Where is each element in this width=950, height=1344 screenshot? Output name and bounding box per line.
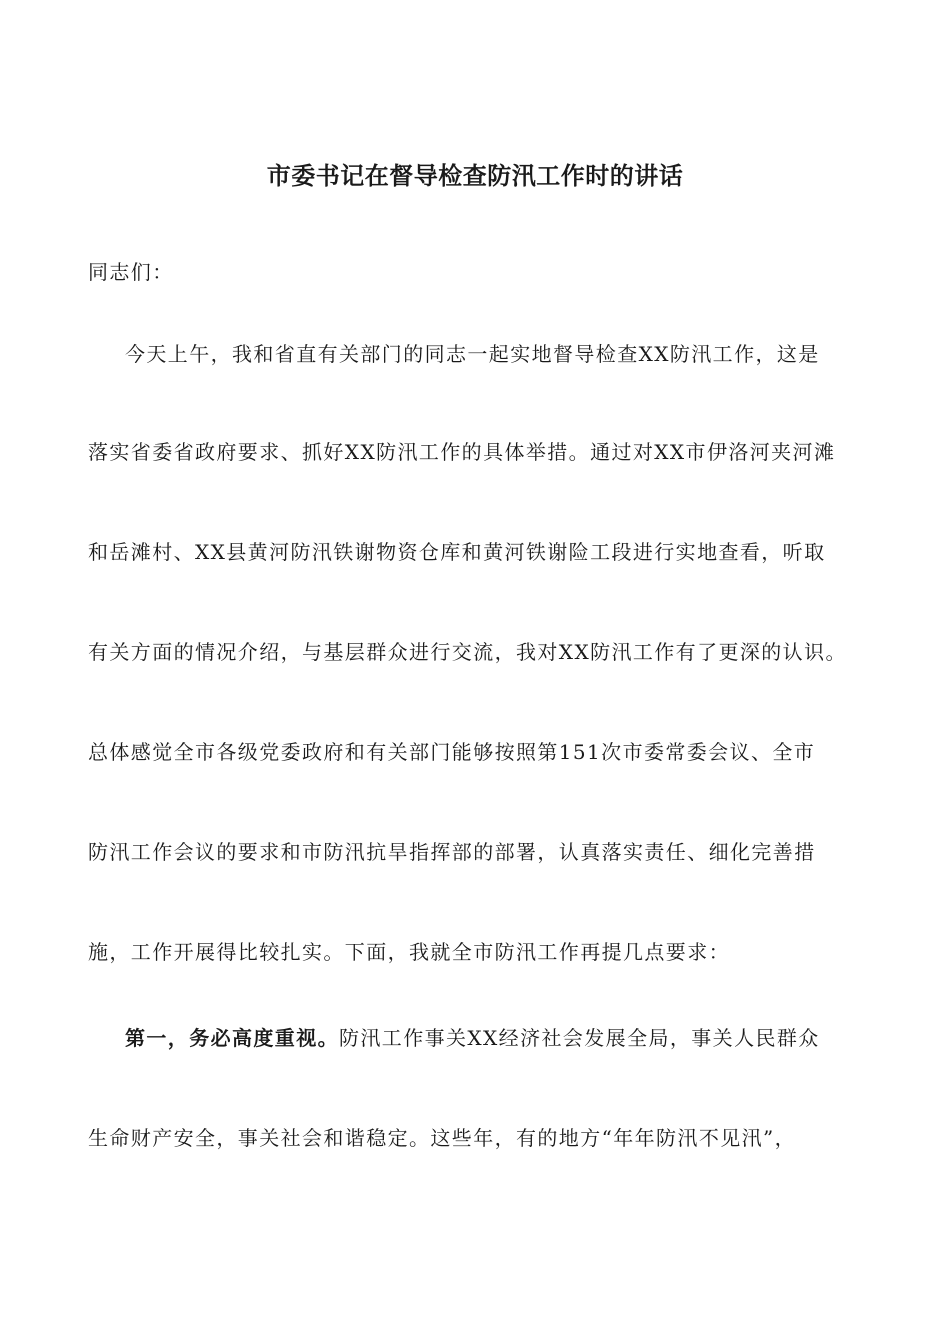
paragraph1-line-3: 和岳滩村、XX县黄河防汛铁谢物资仓库和黄河铁谢险工段进行实地查看，听取	[88, 540, 826, 564]
paragraph1-line-6: 防汛工作会议的要求和市防汛抗旱指挥部的部署，认真落实责任、细化完善措	[88, 840, 816, 864]
paragraph1-line-5: 总体感觉全市各级党委政府和有关部门能够按照第151次市委常委会议、全市	[88, 740, 816, 764]
paragraph2-line-1-text: 防汛工作事关XX经济社会发展全局，事关人民群众	[339, 1026, 820, 1050]
paragraph1-line-2: 落实省委省政府要求、抓好XX防汛工作的具体举措。通过对XX市伊洛河夹河滩	[88, 440, 836, 464]
paragraph2-heading: 第一，务必高度重视。	[125, 1026, 339, 1050]
paragraph1-line-1: 今天上午，我和省直有关部门的同志一起实地督导检查XX防汛工作，这是	[125, 342, 820, 366]
document-title: 市委书记在督导检查防汛工作时的讲话	[266, 162, 684, 190]
paragraph2-line-2: 生命财产安全，事关社会和谐稳定。这些年，有的地方“年年防汛不见汛”，	[88, 1126, 797, 1150]
salutation: 同志们：	[88, 260, 174, 284]
paragraph1-line-7: 施，工作开展得比较扎实。下面，我就全市防汛工作再提几点要求：	[88, 940, 730, 964]
paragraph2-line-1	[125, 1024, 885, 1052]
paragraph1-line-4: 有关方面的情况介绍，与基层群众进行交流，我对XX防汛工作有了更深的认识。	[88, 640, 847, 664]
